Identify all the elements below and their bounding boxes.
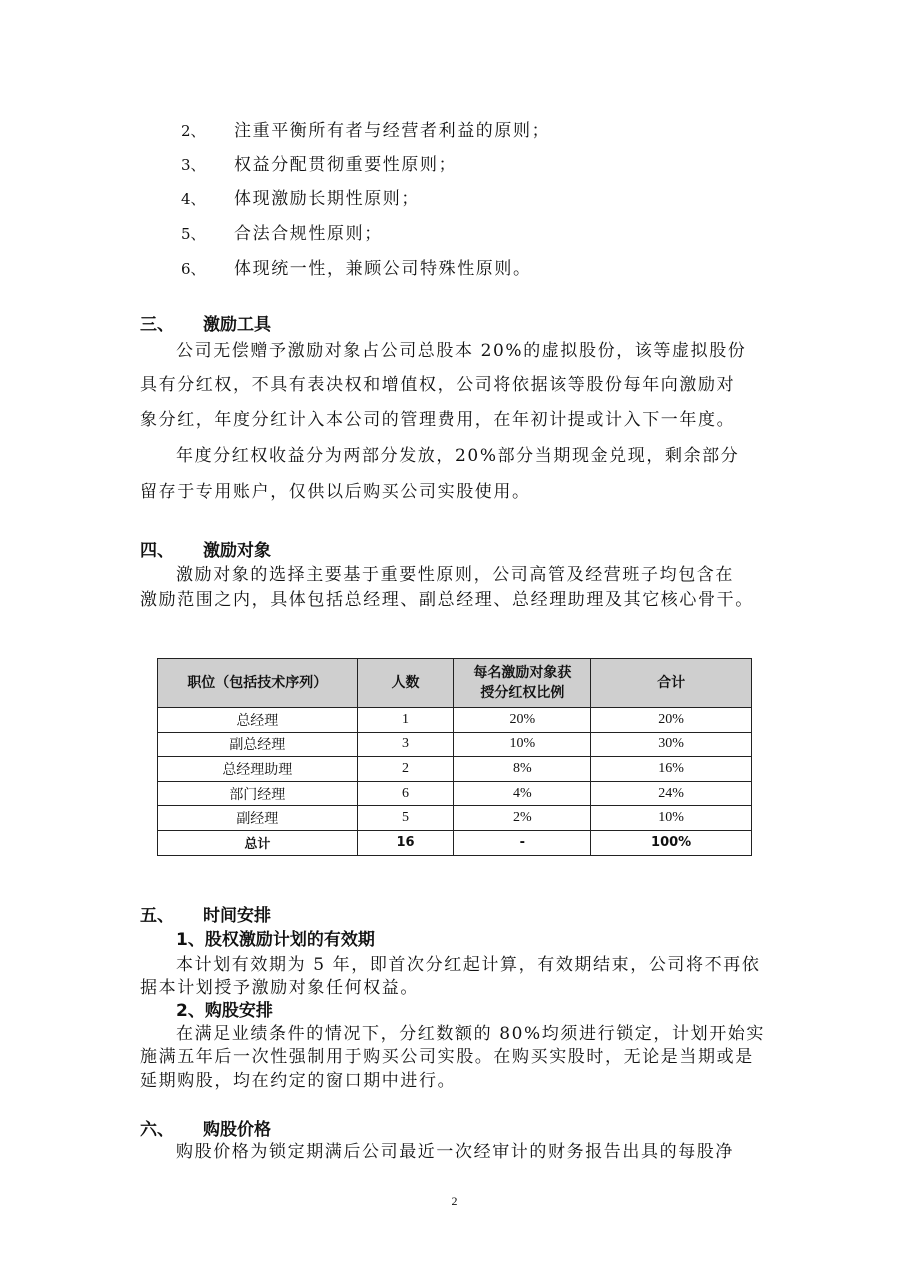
section-heading: 时间安排 (203, 906, 271, 926)
table-cell: 副总经理 (158, 732, 358, 757)
table-cell: 总经理助理 (158, 757, 358, 782)
subsection-heading: 2、购股安排 (176, 1001, 273, 1021)
table-cell: 部门经理 (158, 781, 358, 806)
paragraph-line: 在满足业绩条件的情况下，分红数额的 80%均须进行锁定，计划开始实 (176, 1024, 765, 1044)
table-row (158, 806, 752, 831)
list-item: 体现激励长期性原则； (234, 189, 420, 209)
paragraph-line: 留存于专用账户，仅供以后购买公司实股使用。 (140, 482, 531, 502)
subsection-heading: 1、股权激励计划的有效期 (176, 930, 375, 950)
table-cell: 5 (357, 806, 454, 831)
table-row (158, 708, 752, 733)
table-cell: 4% (454, 781, 591, 806)
column-header: 合计 (591, 659, 752, 708)
section-number: 三、 (140, 315, 174, 335)
table-cell: 16% (591, 757, 752, 782)
header-text-line: 每名激励对象获 (473, 665, 572, 681)
incentive-allocation-table (157, 658, 752, 856)
paragraph-line: 延期购股，均在约定的窗口期中进行。 (140, 1071, 457, 1091)
table-row (158, 757, 752, 782)
table-cell: 30% (591, 732, 752, 757)
section-number: 四、 (140, 541, 174, 561)
table-cell: 100% (591, 830, 752, 855)
section-heading: 激励工具 (203, 315, 271, 335)
page-number: 2 (451, 1194, 458, 1208)
paragraph-line: 激励范围之内，具体包括总经理、副总经理、总经理助理及其它核心骨干。 (140, 590, 754, 610)
list-number: 5、 (181, 225, 206, 243)
list-item: 体现统一性，兼顾公司特殊性原则。 (234, 259, 532, 279)
paragraph-line: 据本计划授予激励对象任何权益。 (140, 978, 419, 998)
paragraph-line: 公司无偿赠予激励对象占公司总股本 20%的虚拟股份，该等虚拟股份 (176, 341, 747, 361)
table-cell: 3 (357, 732, 454, 757)
table-header-row (158, 659, 752, 708)
table-cell: 20% (591, 708, 752, 733)
table-cell: 8% (454, 757, 591, 782)
paragraph-line: 激励对象的选择主要基于重要性原则，公司高管及经营班子均包含在 (176, 565, 734, 585)
column-header (454, 659, 591, 708)
table-cell: 10% (454, 732, 591, 757)
table-total-row (158, 830, 752, 855)
paragraph-line: 象分红，年度分红计入本公司的管理费用，在年初计提或计入下一年度。 (140, 410, 736, 430)
list-item: 注重平衡所有者与经营者利益的原则； (234, 121, 551, 141)
table-cell: - (454, 830, 591, 855)
list-number: 6、 (181, 260, 206, 278)
list-number: 4、 (181, 190, 206, 208)
table-cell: 总经理 (158, 708, 358, 733)
table-cell: 24% (591, 781, 752, 806)
list-number: 3、 (181, 156, 206, 174)
column-header: 职位（包括技术序列） (158, 659, 358, 708)
table-cell: 6 (357, 781, 454, 806)
paragraph-line: 购股价格为锁定期满后公司最近一次经审计的财务报告出具的每股净 (176, 1142, 734, 1162)
section-heading: 购股价格 (203, 1120, 271, 1140)
table-cell: 副经理 (158, 806, 358, 831)
paragraph-line: 本计划有效期为 5 年，即首次分红起计算，有效期结束，公司将不再依 (176, 955, 761, 975)
table-cell: 1 (357, 708, 454, 733)
list-number: 2、 (181, 122, 206, 140)
list-item: 合法合规性原则； (234, 224, 383, 244)
list-item: 权益分配贯彻重要性原则； (234, 155, 458, 175)
table-cell: 16 (357, 830, 454, 855)
paragraph-line: 具有分红权，不具有表决权和增值权，公司将依据该等股份每年向激励对 (140, 375, 736, 395)
table-cell: 10% (591, 806, 752, 831)
paragraph-line: 施满五年后一次性强制用于购买公司实股。在购买实股时，无论是当期或是 (140, 1047, 754, 1067)
table-cell: 总计 (158, 830, 358, 855)
column-header: 人数 (357, 659, 454, 708)
header-text-line: 授分红权比例 (480, 685, 565, 701)
section-heading: 激励对象 (203, 541, 271, 561)
paragraph-line: 年度分红权收益分为两部分发放，20%部分当期现金兑现，剩余部分 (176, 446, 740, 466)
table-cell: 2 (357, 757, 454, 782)
table-row (158, 732, 752, 757)
table-row (158, 781, 752, 806)
table-cell: 20% (454, 708, 591, 733)
section-number: 六、 (140, 1120, 174, 1140)
section-number: 五、 (140, 906, 174, 926)
table-cell: 2% (454, 806, 591, 831)
